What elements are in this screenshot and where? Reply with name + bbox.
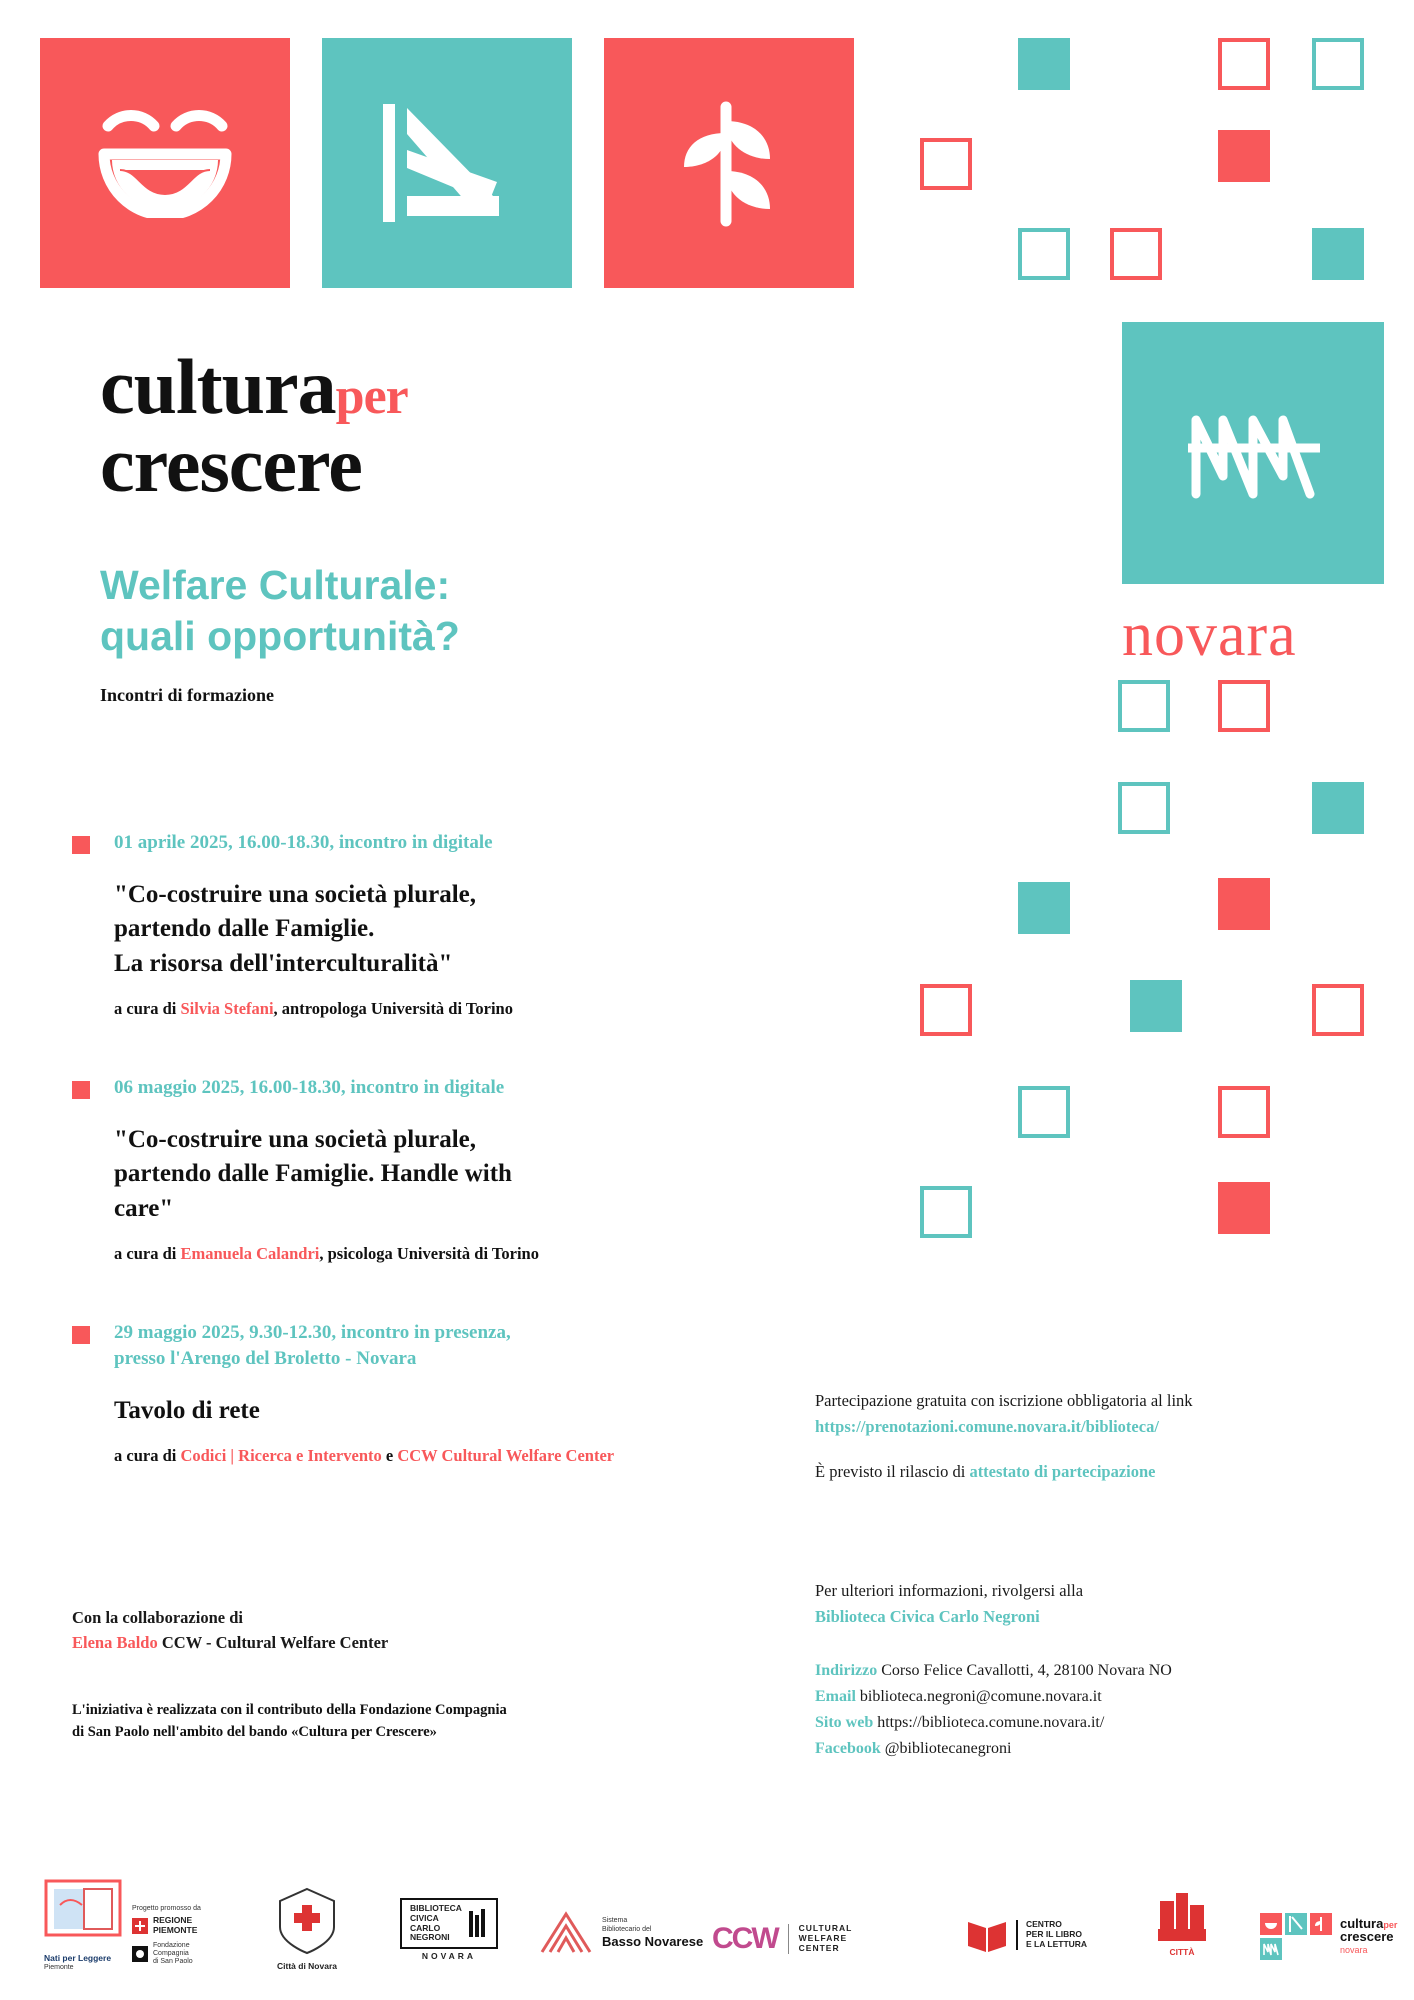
logo-regione-piemonte xyxy=(132,1905,201,1966)
novara-wordmark: novara xyxy=(1122,601,1297,669)
centro-line2: PER IL LIBRO xyxy=(1026,1929,1083,1940)
deco-square xyxy=(1218,680,1270,732)
smile-icon-tile xyxy=(40,38,290,288)
contact-row xyxy=(815,1736,1355,1762)
citta-di-novara-crest-icon xyxy=(272,1885,342,1957)
event-speaker-name: Emanuela Calandri xyxy=(180,1244,320,1264)
icon-tile-row xyxy=(40,38,854,288)
event-item xyxy=(72,1320,712,1466)
footer-logo-strip xyxy=(0,1862,1414,1972)
event-date: 06 maggio 2025, 16.00-18.30, incontro in digitale xyxy=(114,1077,505,1099)
contact-row xyxy=(815,1658,1355,1684)
compagnia-line2: Compagnia xyxy=(153,1949,189,1957)
contact-row xyxy=(815,1684,1355,1710)
sistema-line1: Sistema xyxy=(602,1917,628,1925)
event-date: 29 maggio 2025, 9.30-12.30, incontro in presenza, presso l'Arengo del Broletto - Novara xyxy=(114,1322,511,1369)
registration-text-block xyxy=(815,1388,1335,1439)
deco-square xyxy=(1018,228,1070,280)
registration-info xyxy=(815,1388,1335,1505)
event-title: "Co-costruire una società plurale, partendo dalle Famiglie. Handle with care" xyxy=(114,1125,512,1222)
sistema-line2: Bibliotecario del xyxy=(602,1925,652,1933)
funding-note: L'iniziativa è realizzata con il contributo della Fondazione Compagnia di San Paolo nell'ambito del bando «Cultura per Crescere» xyxy=(72,1702,507,1740)
bullet-square xyxy=(72,836,90,854)
deco-square xyxy=(1018,1086,1070,1138)
event-speaker-mid: e xyxy=(381,1446,398,1466)
nati-per-leggere-icon xyxy=(44,1879,122,1949)
contact-value-address: Corso Felice Cavallotti, 4, 28100 Novara NO xyxy=(881,1662,1172,1679)
deco-square xyxy=(1130,980,1182,1032)
novara-crown-icon xyxy=(1178,398,1328,508)
deco-square xyxy=(920,1186,972,1238)
open-book-red-icon xyxy=(966,1914,1008,1956)
event-date: 01 aprile 2025, 16.00-18.30, incontro in digitale xyxy=(114,832,493,853)
nati-per-leggere-sublabel: Piemonte xyxy=(44,1963,74,1971)
plant-sprout-icon-tile xyxy=(604,38,854,288)
smile-icon xyxy=(90,108,240,218)
biblioteca-line3: CARLO xyxy=(410,1922,441,1933)
deco-square xyxy=(1312,782,1364,834)
event-speaker-prefix: a cura di xyxy=(114,1446,181,1466)
contact-value-facebook[interactable]: @bibliotecanegroni xyxy=(884,1739,1012,1757)
deco-square xyxy=(1312,984,1364,1036)
event-title: "Co-costruire una società plurale, partendo dalle Famiglie. La risorsa dell'interculturalità" xyxy=(114,880,476,977)
logo-ccw xyxy=(712,1922,852,1956)
book-mini-icon xyxy=(1285,1913,1307,1935)
registration-text: Partecipazione gratuita con iscrizione obbligatoria al link xyxy=(815,1391,1193,1410)
collaboration-org: CCW - Cultural Welfare Center xyxy=(157,1632,389,1652)
logo-per: per xyxy=(335,368,408,425)
bullet-square xyxy=(72,1326,90,1344)
nati-per-leggere-label: Nati per Leggere xyxy=(44,1953,112,1964)
title-subtitle: Incontri di formazione xyxy=(100,684,274,705)
event-speaker-name: Silvia Stefani xyxy=(180,999,274,1019)
event-speaker xyxy=(114,1244,712,1264)
plant-sprout-icon xyxy=(654,93,804,233)
deco-square xyxy=(1118,680,1170,732)
deco-square xyxy=(1018,882,1070,934)
brand-logo xyxy=(100,343,408,509)
contact-value-website[interactable]: https://biblioteca.comune.novara.it/ xyxy=(877,1713,1105,1731)
novara-symbol-tile xyxy=(1122,322,1384,584)
ccw-line2: WELFARE xyxy=(798,1933,848,1944)
deco-square xyxy=(920,984,972,1036)
contacts-block xyxy=(815,1658,1355,1762)
deco-square xyxy=(1218,878,1270,930)
event-speaker xyxy=(114,999,712,1019)
deco-square xyxy=(1312,228,1364,280)
deco-square xyxy=(920,138,972,190)
plant-mini-icon xyxy=(1310,1913,1332,1935)
regione-line1: REGIONE xyxy=(153,1915,193,1926)
compagnia-line3: di San Paolo xyxy=(153,1957,193,1965)
event-speaker-prefix: a cura di xyxy=(114,1244,181,1264)
contact-value-email[interactable]: biblioteca.negroni@comune.novara.it xyxy=(859,1687,1102,1705)
deco-square xyxy=(1218,1182,1270,1234)
contact-label-address: Indirizzo xyxy=(815,1662,878,1679)
open-book-icon-tile xyxy=(322,38,572,288)
certificate-highlight: attestato di partecipazione xyxy=(969,1462,1156,1482)
sistema-line3: Basso Novarese xyxy=(602,1933,704,1949)
regione-line2: PIEMONTE xyxy=(153,1925,198,1936)
centro-line3: E LA LETTURA xyxy=(1026,1938,1088,1949)
certificate-text-block xyxy=(815,1459,1335,1485)
logo-biblioteca-civica xyxy=(400,1898,498,1962)
event-item xyxy=(72,1075,712,1264)
logo-line2: crescere xyxy=(100,421,362,509)
event-item xyxy=(72,830,712,1019)
title-line2: quali opportunità? xyxy=(100,613,460,660)
biblioteca-line2: CIVICA xyxy=(410,1912,439,1923)
contact-label-website: Sito web xyxy=(815,1713,874,1731)
logo-citta-che-legge xyxy=(1158,1891,1206,1958)
bullet-square xyxy=(72,1081,90,1099)
library-name: Biblioteca Civica Carlo Negroni xyxy=(815,1607,1040,1627)
cpc-line1: culturaper xyxy=(1340,1916,1398,1932)
ccw-monogram: CCW xyxy=(712,1922,778,1955)
contact-label-email: Email xyxy=(815,1687,856,1705)
deco-square xyxy=(1118,782,1170,834)
ccw-line1: CULTURAL xyxy=(798,1923,853,1934)
biblioteca-city-label: NOVARA xyxy=(421,1951,477,1962)
regione-piemonte-icon xyxy=(132,1918,148,1934)
biblioteca-line1: BIBLIOTECA xyxy=(410,1903,462,1914)
deco-square xyxy=(1110,228,1162,280)
collaboration-block xyxy=(72,1606,692,1656)
cpc-line3: novara xyxy=(1340,1944,1368,1955)
title-block xyxy=(100,560,740,706)
logo-nati-per-leggere xyxy=(44,1879,122,1972)
open-book-icon xyxy=(377,98,517,228)
biblioteca-line4: NEGRONI xyxy=(410,1932,450,1943)
books-icon xyxy=(468,1909,488,1939)
event-speaker-suffix: , psicologa Università di Torino xyxy=(319,1244,539,1264)
more-info-block xyxy=(815,1578,1335,1631)
compagnia-san-paolo-icon xyxy=(132,1946,148,1962)
deco-square xyxy=(1018,38,1070,90)
event-speaker xyxy=(114,1446,712,1466)
event-title: Tavolo di rete xyxy=(114,1396,260,1424)
certificate-prefix: È previsto il rilascio di xyxy=(815,1462,970,1482)
contact-row xyxy=(815,1710,1355,1736)
title-line1: Welfare Culturale: xyxy=(100,562,451,608)
registration-link[interactable]: https://prenotazioni.comune.novara.it/biblioteca/ xyxy=(815,1416,1159,1436)
event-speaker-suffix: , antropologa Università di Torino xyxy=(273,999,513,1019)
logo-basso-novarese xyxy=(538,1908,703,1958)
logo-cultura-per-crescere xyxy=(1260,1913,1397,1960)
event-speaker-name-2: CCW Cultural Welfare Center xyxy=(397,1446,615,1466)
deco-square xyxy=(1312,38,1364,90)
event-speaker-name: Codici | Ricerca e Intervento xyxy=(180,1446,382,1466)
citta-che-legge-label: CITTÀ xyxy=(1169,1947,1195,1958)
smile-mini-icon xyxy=(1260,1913,1282,1935)
more-info-text: Per ulteriori informazioni, rivolgersi alla xyxy=(815,1581,1084,1600)
deco-square xyxy=(1218,38,1270,90)
collaboration-name: Elena Baldo xyxy=(72,1632,158,1652)
logo-line1: cultura xyxy=(100,343,336,430)
sistema-bibliotecario-icon xyxy=(538,1908,594,1958)
cpc-line2: crescere xyxy=(1340,1929,1394,1945)
ccw-line3: CENTER xyxy=(798,1942,840,1953)
citta-che-legge-icon xyxy=(1158,1891,1206,1943)
novara-mini-icon xyxy=(1260,1938,1282,1960)
deco-square xyxy=(1218,130,1270,182)
logo-citta-di-novara xyxy=(272,1885,342,1972)
contact-label-facebook: Facebook xyxy=(815,1739,881,1757)
collaboration-label: Con la collaborazione di xyxy=(72,1608,243,1627)
citta-di-novara-label: Città di Novara xyxy=(277,1961,337,1972)
logo-centro-libro-lettura xyxy=(966,1914,1087,1956)
events-list xyxy=(72,830,712,1522)
compagnia-line1: Fondazione xyxy=(153,1941,190,1949)
centro-line1: CENTRO xyxy=(1026,1919,1062,1930)
deco-square xyxy=(1218,1086,1270,1138)
promosso-da-label: Progetto promosso da xyxy=(132,1905,201,1913)
event-speaker-prefix: a cura di xyxy=(114,999,181,1019)
